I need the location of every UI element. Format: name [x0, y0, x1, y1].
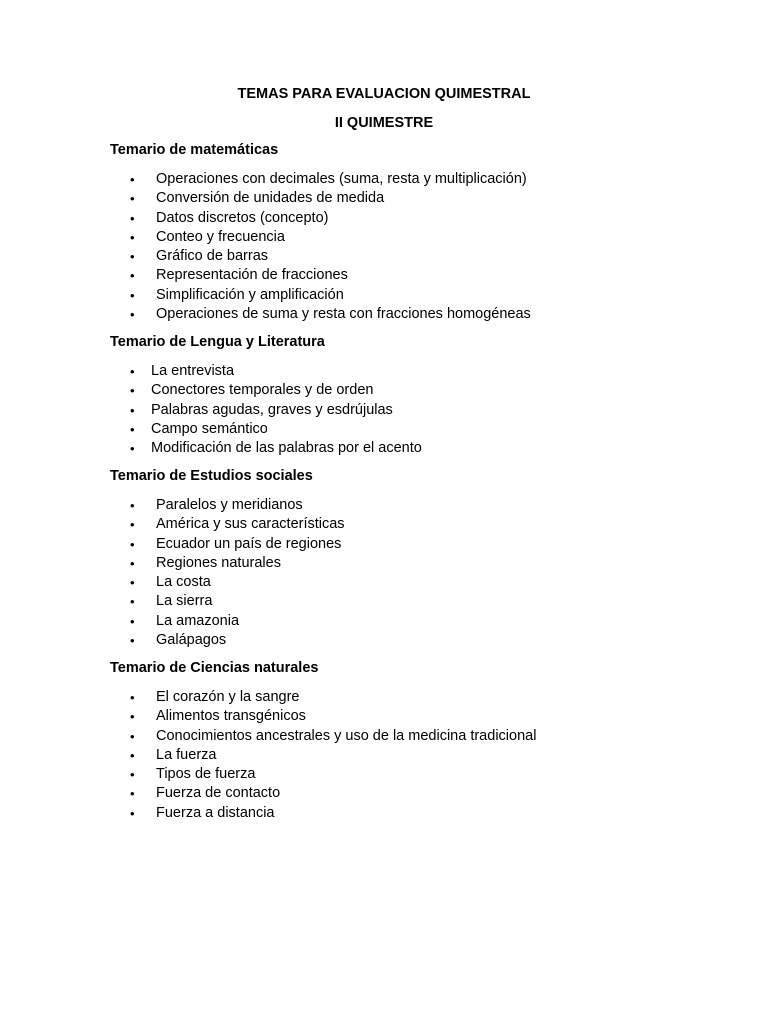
list-item: [110, 266, 730, 285]
list-item-text: La costa: [156, 574, 211, 591]
topic-list: [110, 170, 730, 324]
bullet-icon: •: [130, 575, 135, 591]
list-item: [110, 228, 730, 247]
bullet-icon: •: [130, 268, 135, 284]
list-item: [110, 286, 730, 305]
bullet-icon: •: [130, 210, 135, 226]
list-item: [110, 554, 730, 573]
list-item-text: Tipos de fuerza: [156, 766, 256, 783]
list-item-text: El corazón y la sangre: [156, 689, 300, 705]
list-item: [110, 746, 730, 765]
list-item: [110, 247, 730, 266]
list-item: [110, 535, 730, 554]
bullet-icon: •: [130, 402, 135, 418]
list-item-text: Palabras agudas, graves y esdrújulas: [151, 401, 393, 418]
bullet-icon: •: [130, 191, 135, 207]
list-item: [110, 362, 730, 381]
list-item-text: Ecuador un país de regiones: [156, 535, 342, 552]
list-item-text: Datos discretos (concepto): [156, 209, 329, 226]
bullet-icon: •: [130, 421, 135, 437]
bullet-icon: •: [130, 555, 135, 571]
list-item: [110, 496, 730, 515]
list-item-text: Galápagos: [156, 632, 227, 649]
section-heading: Temario de Ciencias naturales: [110, 660, 319, 676]
bullet-icon: •: [130, 613, 135, 629]
document-title: TEMAS PARA EVALUACION QUIMESTRAL: [237, 86, 531, 102]
list-item-text: Representación de fracciones: [156, 267, 348, 284]
bullet-icon: •: [130, 786, 135, 802]
bullet-icon: •: [130, 498, 135, 513]
list-item-text: Conversión de unidades de medida: [156, 190, 385, 207]
list-item-text: América y sus características: [156, 516, 345, 533]
bullet-icon: •: [130, 690, 135, 705]
bullet-icon: •: [130, 229, 135, 245]
list-item: [110, 305, 730, 324]
list-item: [110, 631, 730, 650]
list-item: [110, 707, 730, 726]
list-item: [110, 209, 730, 228]
list-item: [110, 804, 730, 823]
bullet-icon: •: [130, 747, 135, 763]
list-item: [110, 592, 730, 611]
list-item-text: Alimentos transgénicos: [156, 708, 306, 725]
bullet-icon: •: [130, 517, 135, 533]
list-item: [110, 515, 730, 534]
list-item-text: Operaciones con decimales (suma, resta y multiplicación): [156, 171, 527, 187]
list-item-text: La amazonia: [156, 612, 240, 629]
section-matematicas: [110, 141, 730, 324]
list-item-text: Regiones naturales: [156, 554, 281, 571]
list-item: [110, 189, 730, 208]
list-item-text: Campo semántico: [151, 420, 268, 437]
list-item-text: Conocimientos ancestrales y uso de la medicina tradicional: [156, 727, 537, 744]
list-item: [110, 170, 730, 189]
list-item: [110, 765, 730, 784]
list-item-text: Fuerza de contacto: [156, 785, 281, 802]
bullet-icon: •: [130, 594, 135, 610]
list-item-text: La sierra: [156, 593, 213, 610]
section-heading: Temario de matemáticas: [110, 142, 279, 158]
list-item: [110, 381, 730, 400]
list-item-text: La entrevista: [151, 363, 235, 379]
list-item: [110, 439, 730, 458]
list-item-text: Modificación de las palabras por el acento: [151, 440, 422, 457]
list-item-text: Simplificación y amplificación: [156, 286, 344, 303]
topic-list: [110, 496, 730, 650]
bullet-icon: •: [130, 172, 135, 187]
topic-list: [110, 688, 730, 823]
bullet-icon: •: [130, 767, 135, 783]
bullet-icon: •: [130, 709, 135, 725]
list-item-text: La fuerza: [156, 746, 217, 763]
list-item-text: Conectores temporales y de orden: [151, 382, 374, 399]
list-item-text: Paralelos y meridianos: [156, 497, 303, 513]
bullet-icon: •: [130, 287, 135, 303]
document-subtitle: II QUIMESTRE: [334, 115, 434, 131]
list-item: [110, 420, 730, 439]
list-item: [110, 784, 730, 803]
list-item-text: Fuerza a distancia: [156, 804, 275, 821]
section-ciencias-naturales: [110, 659, 730, 823]
bullet-icon: •: [130, 249, 135, 265]
list-item: [110, 727, 730, 746]
bullet-icon: •: [130, 307, 135, 323]
bullet-icon: •: [130, 441, 135, 457]
list-item: [110, 573, 730, 592]
list-item: [110, 401, 730, 420]
bullet-icon: •: [130, 536, 135, 552]
list-item: [110, 612, 730, 631]
list-item-text: Conteo y frecuencia: [156, 228, 285, 245]
section-heading: Temario de Estudios sociales: [110, 468, 313, 484]
bullet-icon: •: [130, 728, 135, 744]
list-item-text: Operaciones de suma y resta con fracciones homogéneas: [156, 306, 531, 323]
list-item-text: Gráfico de barras: [156, 248, 269, 265]
topic-list: [110, 362, 730, 458]
bullet-icon: •: [130, 805, 135, 821]
section-lengua-literatura: [110, 333, 730, 458]
bullet-icon: •: [130, 383, 135, 399]
list-item: [110, 688, 730, 707]
bullet-icon: •: [130, 633, 135, 649]
section-heading: Temario de Lengua y Literatura: [110, 334, 325, 350]
bullet-icon: •: [130, 364, 135, 379]
section-estudios-sociales: [110, 467, 730, 650]
